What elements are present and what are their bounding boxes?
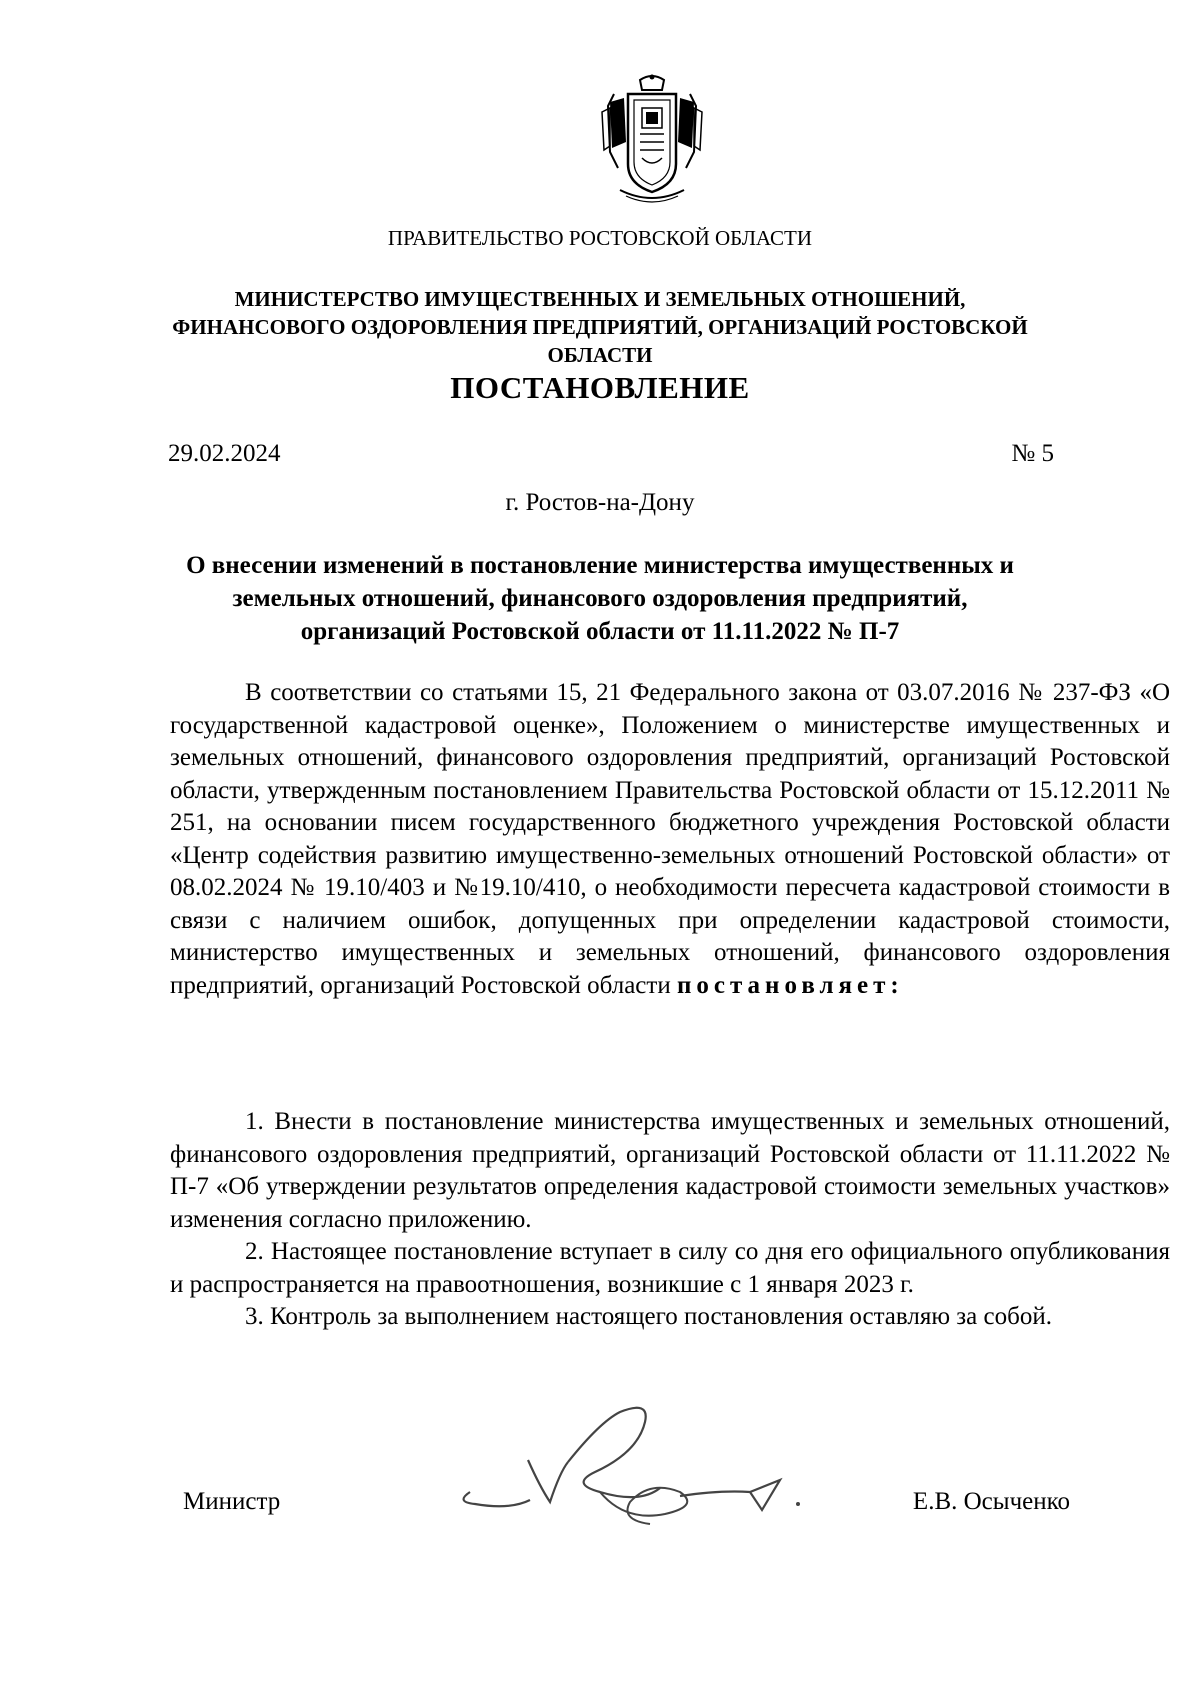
document-place: г. Ростов-на-Дону: [505, 489, 695, 516]
handwritten-signature-icon: [450, 1392, 850, 1552]
preamble-text: В соответствии со статьями 15, 21 Федерального закона от 03.07.2016 № 237-ФЗ «О государственной кадастровой оценке», Положением о министерстве имущественных и земельных отношений, финансового оздоровления предприятий, организаций Ростовской области, утвержденным постановлением Правительства Ростовской области от 15.12.2011 № 251, на основании писем государственного бюджетного учреждения Ростовской области «Центр содействия развитию имущественно-земельных отношений Ростовской области» от 08.02.2024 № 19.10/403 и №19.10/410, о необходимости пересчета кадастровой стоимости в связи с наличием ошибок, допущенных при определении кадастровой стоимости, министерство имущественных и земельных отношений, финансового оздоровления предприятий, организаций Ростовской области: [170, 679, 1170, 999]
decree-word: постановляет:: [676, 971, 904, 999]
preamble-paragraph: [170, 677, 1170, 1002]
document-title: О внесении изменений в постановление министерства имущественных и земельных отношений, финансового оздоровления предприятий, организаций Ростовской области от 11.11.2022 № П-7: [186, 552, 1014, 645]
government-name: ПРАВИТЕЛЬСТВО РОСТОВСКОЙ ОБЛАСТИ: [387, 226, 813, 250]
document-date: 29.02.2024: [168, 440, 281, 467]
document-type: ПОСТАНОВЛЕНИЕ: [450, 370, 750, 405]
list-item-3: 3. Контроль за выполнением настоящего постановления оставляю за собой.: [245, 1303, 1052, 1330]
document-number: № 5: [1011, 440, 1054, 467]
list-item-2: 2. Настоящее постановление вступает в силу со дня его официального опубликования и распространяется на правоотношения, возникшие с 1 января 2023 г.: [170, 1238, 1170, 1298]
list-item-1: 1. Внести в постановление министерства имущественных и земельных отношений, финансового оздоровления предприятий, организаций Ростовской области от 11.11.2022 № П-7 «Об утверждении результатов определения кадастровой стоимости земельных участков» изменения согласно приложению.: [170, 1108, 1170, 1233]
items-list: [170, 1106, 1170, 1334]
signature-block: [0, 1488, 1200, 1528]
coat-of-arms-icon: [596, 72, 708, 208]
signer-position: Министр: [183, 1488, 281, 1515]
ministry-name: МИНИСТЕРСТВО ИМУЩЕСТВЕННЫХ И ЗЕМЕЛЬНЫХ ОТНОШЕНИЙ, ФИНАНСОВОГО ОЗДОРОВЛЕНИЯ ПРЕДПРИЯТИЙ, ОРГАНИЗАЦИЙ РОСТОВСКОЙ ОБЛАСТИ: [172, 287, 1028, 367]
signer-name: Е.В. Осыченко: [912, 1488, 1070, 1515]
